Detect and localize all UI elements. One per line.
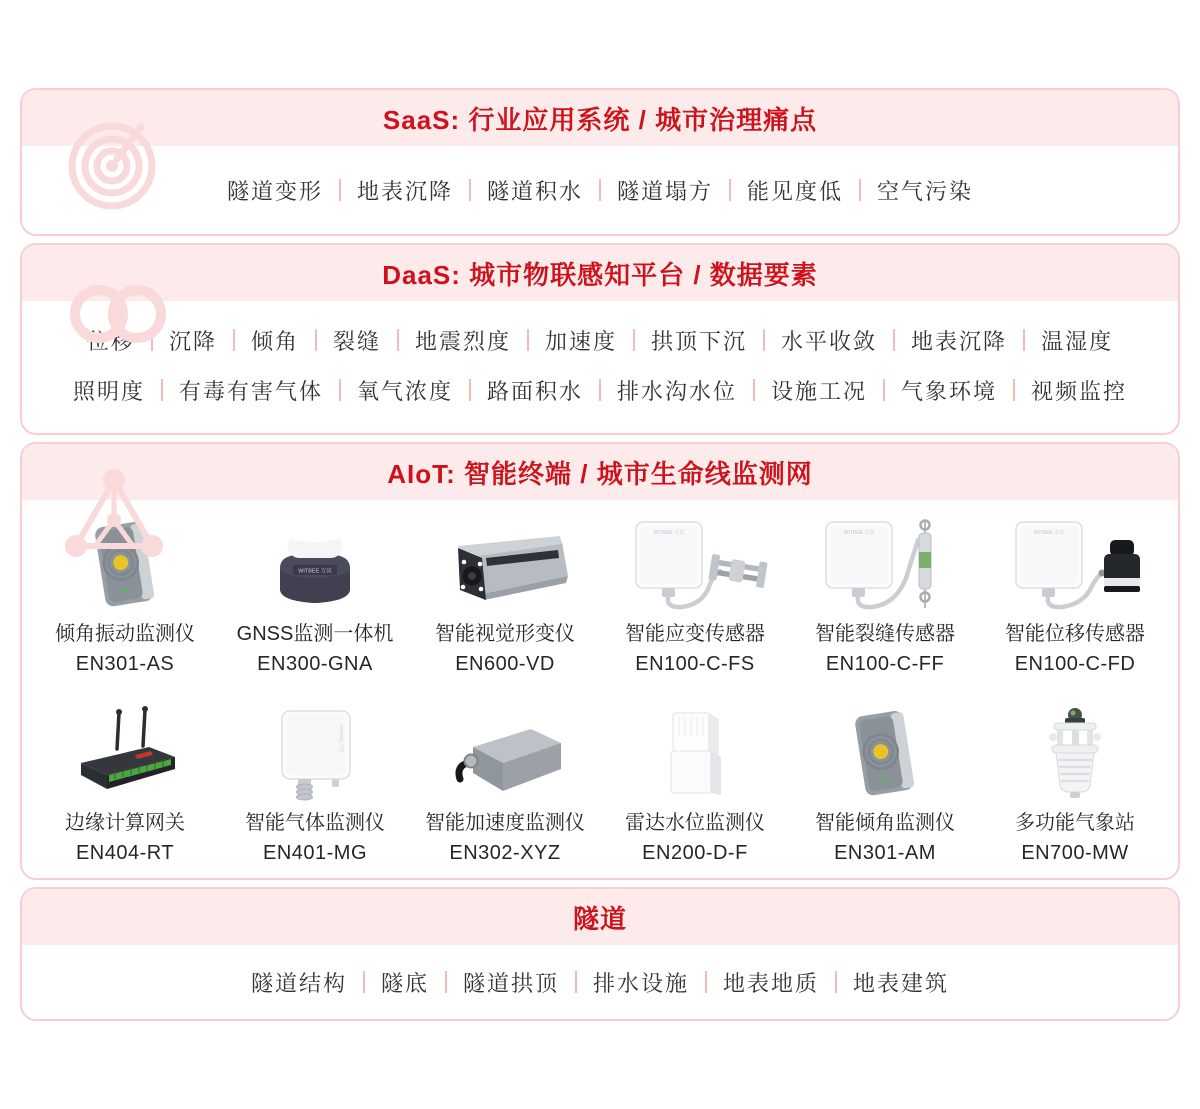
tag-label: 排水沟水位: [617, 378, 738, 404]
tag-divider: [339, 379, 341, 401]
daas-tag-row-1: [22, 315, 1178, 365]
product-card: [30, 516, 220, 677]
product-model: EN302-XYZ: [449, 842, 561, 864]
tag-divider: [527, 329, 529, 351]
product-model: EN700-MW: [1021, 842, 1129, 864]
radar-level-device-image: [645, 705, 745, 801]
tag-divider: [753, 379, 755, 401]
camera-device-image: [430, 516, 580, 612]
svg-text:WITBEE 万宾: WITBEE 万宾: [653, 530, 685, 536]
product-name: 智能应变传感器: [625, 623, 765, 645]
section-aiot-header: [22, 444, 1178, 500]
product-model: EN301-AM: [834, 842, 936, 864]
crack-sensor-device-image: [810, 516, 960, 612]
tag-label: 地表地质: [723, 970, 820, 996]
section-tunnel-title: 隧道: [572, 903, 627, 934]
tag-label: 路面积水: [486, 378, 583, 404]
product-model: EN100-C-FF: [825, 653, 945, 675]
tag-divider: [705, 971, 707, 993]
product-name: 智能加速度监测仪: [425, 812, 585, 834]
product-card: [220, 516, 410, 677]
tag-divider: [445, 971, 447, 993]
product-model: EN100-C-FS: [635, 653, 755, 675]
section-saas-title: SaaS: 行业应用系统 / 城市治理痛点: [382, 104, 818, 135]
product-row-2: [22, 689, 1178, 878]
tag-label: 地表沉降: [911, 328, 1008, 354]
product-name: GNSS监测一体机: [236, 623, 394, 645]
product-model: EN301-AS: [75, 653, 175, 675]
product-model: EN401-MG: [262, 842, 368, 864]
tag-divider: [469, 379, 471, 401]
product-name: 智能裂缝传感器: [815, 623, 955, 645]
tag-label: 倾角: [250, 328, 299, 354]
product-card: [410, 516, 600, 677]
tag-label: 隧道结构: [250, 970, 347, 996]
tunnel-tag-list: [22, 945, 1178, 1019]
product-card: [410, 705, 600, 866]
tilt-monitor-device-image: [830, 705, 940, 801]
tag-label: 拱顶下沉: [651, 328, 748, 354]
edge-gateway-device-image: [55, 705, 195, 801]
product-name: 雷达水位监测仪: [625, 812, 765, 834]
product-row-1: [22, 500, 1178, 689]
tag-label: 气象环境: [901, 378, 998, 404]
section-saas-header: [22, 90, 1178, 146]
product-name: 边缘计算网关: [65, 812, 185, 834]
tag-label: 地震烈度: [414, 328, 511, 354]
tag-label: 能见度低: [747, 178, 844, 204]
product-name: 智能气体监测仪: [245, 812, 385, 834]
product-model: EN100-C-FD: [1014, 653, 1136, 675]
section-aiot-title: AIoT: 智能终端 / 城市生命线监测网: [387, 458, 813, 489]
tag-divider: [1023, 329, 1025, 351]
svg-text:WITBEE 万宾: WITBEE 万宾: [843, 530, 875, 536]
tag-label: 隧道积水: [486, 178, 583, 204]
tag-label: 温湿度: [1041, 328, 1114, 354]
tag-divider: [339, 179, 341, 201]
product-model: EN404-RT: [75, 842, 175, 864]
tag-divider: [883, 379, 885, 401]
section-daas-header: [22, 245, 1178, 301]
strain-sensor-device-image: [620, 516, 770, 612]
section-daas-title: DaaS: 城市物联感知平台 / 数据要素: [382, 259, 818, 290]
tag-label: 有毒有害气体: [178, 378, 323, 404]
accelerometer-device-image: [435, 705, 575, 801]
tag-label: 隧道拱顶: [462, 970, 559, 996]
product-name: 智能视觉形变仪: [435, 623, 575, 645]
saas-tag-list: [22, 146, 1178, 234]
section-aiot: [20, 442, 1180, 880]
tag-divider: [729, 179, 731, 201]
daas-tag-rows: [22, 301, 1178, 433]
product-model: EN200-D-F: [642, 842, 748, 864]
svg-text:WITBEE 万宾: WITBEE 万宾: [339, 725, 344, 753]
tag-label: 排水设施: [593, 970, 690, 996]
tag-divider: [397, 329, 399, 351]
tag-divider: [151, 329, 153, 351]
weather-station-device-image: [1020, 705, 1130, 801]
gnss-device-image: [250, 516, 380, 612]
tag-divider: [599, 179, 601, 201]
section-tunnel-header: [22, 889, 1178, 945]
tag-label: 照明度: [72, 378, 145, 404]
tag-divider: [469, 179, 471, 201]
section-daas: [20, 243, 1180, 435]
tag-label: 空气污染: [877, 178, 974, 204]
tag-label: 隧底: [380, 970, 429, 996]
section-tunnel: [20, 887, 1180, 1021]
section-saas: [20, 88, 1180, 236]
tag-divider: [599, 379, 601, 401]
daas-tag-row-2: [22, 365, 1178, 415]
tag-divider: [315, 329, 317, 351]
tag-divider: [859, 179, 861, 201]
tag-divider: [1013, 379, 1015, 401]
tag-label: 地表建筑: [853, 970, 950, 996]
tag-label: 位移: [86, 328, 135, 354]
displacement-sensor-device-image: [1000, 516, 1150, 612]
tag-label: 沉降: [168, 328, 217, 354]
tag-label: 氧气浓度: [356, 378, 453, 404]
product-card: [980, 516, 1170, 677]
tag-divider: [233, 329, 235, 351]
product-card: [790, 516, 980, 677]
product-card: [600, 516, 790, 677]
tag-label: 裂缝: [332, 328, 381, 354]
tag-label: 隧道塌方: [617, 178, 714, 204]
product-card: [790, 705, 980, 866]
product-card: [30, 705, 220, 866]
tag-divider: [835, 971, 837, 993]
tag-label: 隧道变形: [226, 178, 323, 204]
product-model: EN300-GNA: [257, 653, 373, 675]
svg-text:WITBEE 万宾: WITBEE 万宾: [1033, 530, 1065, 536]
tag-divider: [763, 329, 765, 351]
tilt-vibration-device-image: [70, 516, 180, 612]
tag-divider: [161, 379, 163, 401]
tag-label: 水平收敛: [781, 328, 878, 354]
product-card: [980, 705, 1170, 866]
product-name: 智能位移传感器: [1005, 623, 1145, 645]
tag-divider: [575, 971, 577, 993]
tag-label: 视频监控: [1031, 378, 1128, 404]
tag-label: 加速度: [545, 328, 618, 354]
product-name: 倾角振动监测仪: [55, 623, 195, 645]
tag-divider: [893, 329, 895, 351]
product-name: 多功能气象站: [1015, 812, 1135, 834]
gas-monitor-device-image: [260, 705, 370, 801]
tag-label: 地表沉降: [356, 178, 453, 204]
product-name: 智能倾角监测仪: [815, 812, 955, 834]
product-card: [600, 705, 790, 866]
product-model: EN600-VD: [455, 653, 555, 675]
tag-label: 设施工况: [771, 378, 868, 404]
tag-divider: [633, 329, 635, 351]
svg-text:WITBEE 万宾: WITBEE 万宾: [298, 568, 332, 575]
tag-divider: [363, 971, 365, 993]
product-card: [220, 705, 410, 866]
